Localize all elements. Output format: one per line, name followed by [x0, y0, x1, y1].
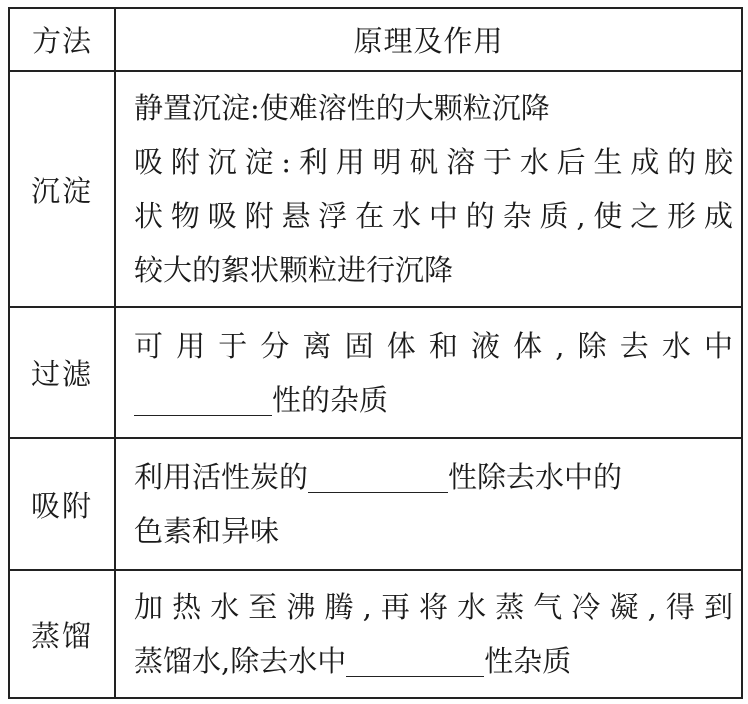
table-row	[9, 438, 742, 570]
principle-cell	[115, 570, 742, 698]
answer-blank[interactable]	[134, 385, 272, 416]
principle-text: 性杂质	[484, 644, 572, 678]
principle-cell	[115, 438, 742, 570]
principle-line: 静置沉淀:使难溶性的大颗粒沉降	[134, 91, 550, 125]
principle-line: 加热水至沸腾,再将水蒸气冷凝,得到	[134, 590, 733, 624]
principle-line: 色素和异味	[134, 514, 280, 548]
method-cell: 沉淀	[9, 71, 115, 307]
principle-line: 状物吸附悬浮在水中的杂质,使之形成	[134, 199, 733, 233]
header-principle: 原理及作用	[115, 8, 742, 71]
answer-blank[interactable]	[346, 646, 484, 677]
principle-text: 蒸馏水,除去水中	[134, 644, 347, 678]
principle-cell	[115, 71, 742, 307]
method-principle-table	[8, 7, 743, 699]
table-row	[9, 307, 742, 438]
principle-text: 利用活性炭的	[134, 460, 309, 494]
table-header-row	[9, 8, 742, 71]
principle-text: 性除去水中的	[448, 460, 623, 494]
table-row	[9, 71, 742, 307]
principle-line: 吸附沉淀:利用明矾溶于水后生成的胶	[134, 145, 733, 179]
method-cell: 吸附	[9, 438, 115, 570]
method-cell: 蒸馏	[9, 570, 115, 698]
principle-cell	[115, 307, 742, 438]
principle-line	[134, 450, 733, 504]
method-cell: 过滤	[9, 307, 115, 438]
principle-text: 性的杂质	[272, 382, 389, 417]
principle-line	[134, 373, 733, 427]
principle-line: 可用于分离固体和液体,除去水中	[134, 328, 733, 363]
principle-line	[134, 634, 733, 688]
header-method: 方法	[9, 8, 115, 71]
answer-blank[interactable]	[308, 462, 448, 493]
principle-line: 较大的絮状颗粒进行沉降	[134, 253, 454, 287]
table-row	[9, 570, 742, 698]
